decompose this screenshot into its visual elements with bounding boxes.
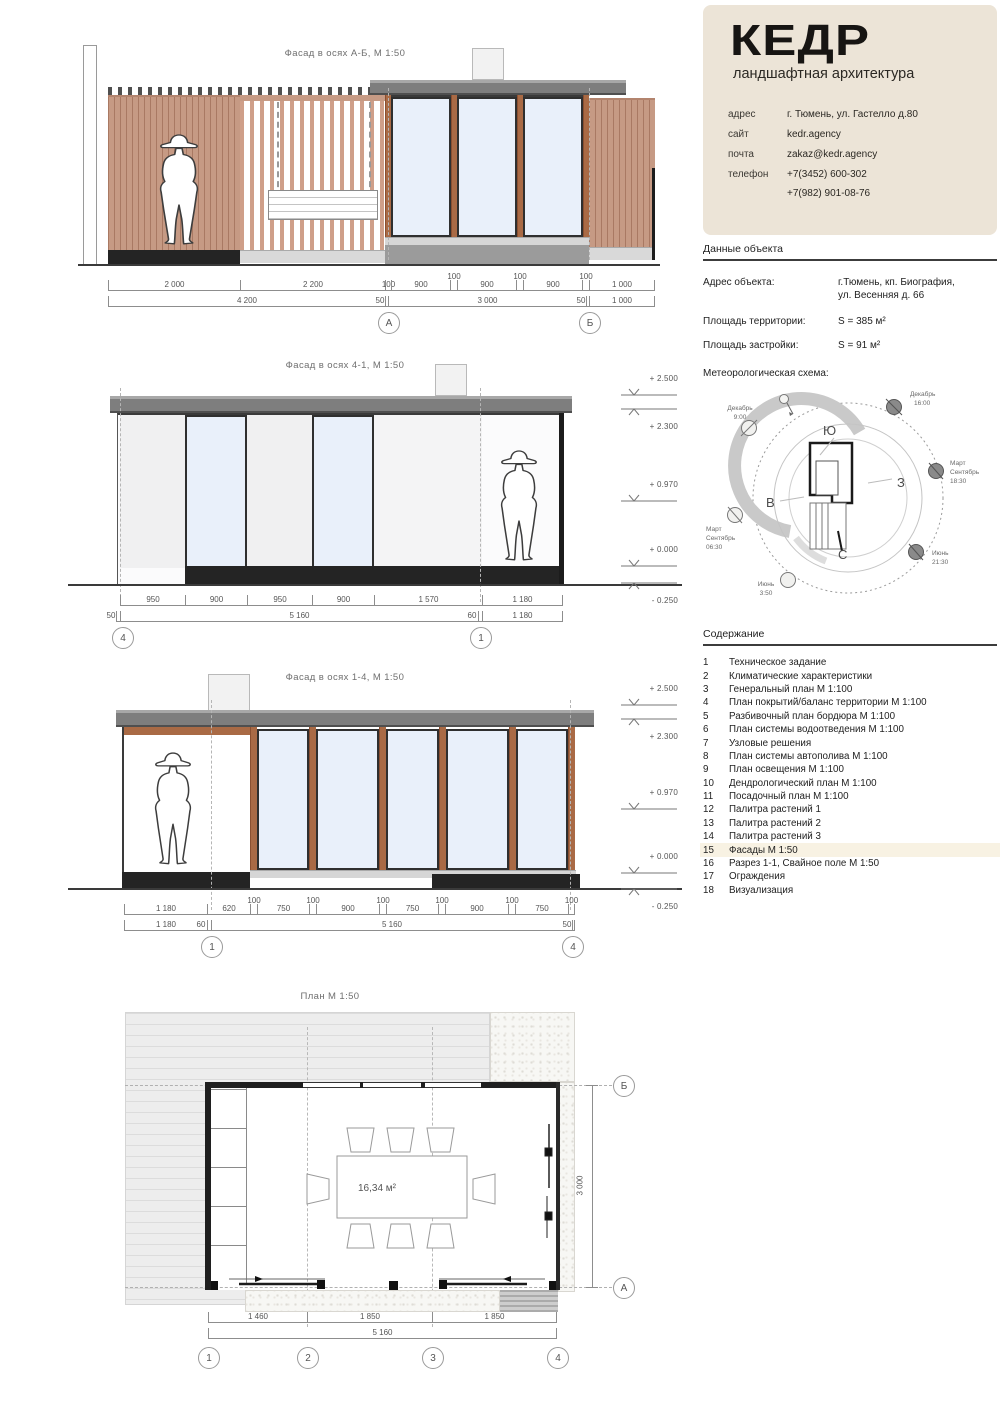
pergola-base	[240, 250, 385, 263]
elevation-mark: + 2.500	[620, 684, 678, 711]
wood-post	[509, 727, 516, 874]
toc-item: 18 Визуализация	[703, 884, 794, 896]
glass-panel	[185, 415, 247, 568]
room-area-label: 16,34 м²	[357, 1183, 397, 1194]
ground-line	[68, 584, 682, 586]
dim-row-1: 950 900 950 900 1 570 1 180	[120, 595, 563, 606]
pergola-swing-section	[240, 95, 385, 250]
fence-caps	[108, 87, 385, 95]
sun-mar-morning	[706, 507, 743, 551]
base-band	[385, 245, 589, 265]
glass-panel	[257, 729, 309, 870]
stone-path	[490, 1012, 575, 1082]
meteo-label: Метеорологическая схема:	[703, 368, 829, 379]
dim-row-1: 1 180 620 100 750 100 900 100 750 100 900 100 750 100	[124, 904, 575, 915]
toc-item: 7 Узловые решения	[703, 737, 812, 749]
object-address-line1: г.Тюмень, кп. Биография,	[838, 277, 955, 288]
contact-phone-2: +7(982) 901-08-76	[787, 188, 871, 199]
toc-item: 11 Посадочный план М 1:100	[703, 791, 849, 803]
axis-line-4	[570, 700, 571, 910]
ground-beam	[432, 874, 580, 888]
wall-edge	[559, 413, 564, 585]
wood-beam	[122, 727, 252, 735]
glass-panel	[523, 97, 583, 237]
axis-bubble-1: 1	[198, 1347, 220, 1369]
contact-email: zakaz@kedr.agency	[787, 149, 878, 160]
fence-base	[589, 247, 655, 260]
cardinal-west-mark: В	[766, 495, 775, 510]
wall-edge-left	[122, 727, 124, 874]
axis-bubble-4: 4	[112, 627, 134, 649]
ground-line	[68, 888, 682, 890]
divider	[703, 259, 997, 261]
svg-text:21:30: 21:30	[932, 559, 949, 566]
toc-item: 17 Ограждения	[703, 871, 785, 883]
svg-text:Март: Март	[706, 526, 722, 533]
object-address-line2: ул. Весенняя д. 66	[838, 290, 925, 301]
svg-text:Март: Март	[950, 460, 966, 467]
wood-post	[309, 727, 316, 874]
table	[337, 1156, 467, 1218]
glass-panel	[457, 97, 517, 237]
contact-label-phone: телефон	[728, 169, 769, 180]
elevation-mark: + 2.300	[620, 404, 678, 431]
axis-bubble-b: Б	[579, 312, 601, 334]
dim-row-1: 1 460 1 850 1 850	[208, 1312, 557, 1323]
person-silhouette	[138, 750, 208, 872]
object-data-heading: Данные объекта	[703, 243, 784, 255]
stone-strip	[245, 1290, 500, 1312]
sun-mar-evening	[929, 460, 980, 485]
swing-chain	[369, 102, 371, 197]
dim-row-2: 50 5 160 60 1 180	[116, 611, 563, 622]
wood-post	[379, 727, 386, 874]
territory-value: S = 385 м²	[838, 316, 886, 327]
toc-item: 1 Техническое задание	[703, 657, 827, 669]
axis-line-b	[589, 88, 590, 260]
axis-bubble-4: 4	[562, 936, 584, 958]
contact-address: г. Тюмень, ул. Гастелло д.80	[787, 109, 918, 120]
roof	[110, 396, 572, 413]
axis-line-1	[211, 700, 212, 910]
toc-item: 13 Палитра растений 2	[703, 817, 821, 829]
contact-label-email: почта	[728, 149, 754, 160]
chimney	[435, 364, 467, 396]
footprint	[810, 443, 852, 551]
divider	[703, 644, 997, 646]
dim-row-2: 5 160	[208, 1328, 557, 1339]
axis-line-1	[480, 388, 481, 602]
axis-bubble-2: 2	[297, 1347, 319, 1369]
furniture	[211, 1088, 556, 1294]
tick	[586, 1287, 598, 1288]
toc-item: 12 Палитра растений 1	[703, 804, 821, 816]
glass-panel	[516, 729, 568, 870]
glass-panel	[386, 729, 439, 870]
cardinal-north: С	[838, 547, 848, 562]
sun-jun-morning	[758, 573, 796, 598]
roof	[116, 710, 594, 727]
wood-post	[250, 727, 257, 874]
svg-text:Июнь: Июнь	[932, 550, 949, 557]
sill	[385, 237, 589, 245]
facade-14	[60, 664, 700, 970]
elevation-mark: + 0.970	[620, 788, 678, 815]
glass-panel	[446, 729, 509, 870]
elevation-mark: + 0.000	[620, 852, 678, 879]
wood-strip	[500, 1290, 558, 1312]
swing-bench	[268, 190, 378, 220]
plan-title: План М 1:50	[300, 991, 360, 1002]
sun-dec-evening	[886, 390, 936, 415]
dim-row-2: 1 180 60 5 160 50	[124, 920, 575, 931]
person-silhouette	[142, 132, 216, 252]
axis-bubble-4: 4	[547, 1347, 569, 1369]
glass-panel	[312, 415, 374, 568]
panel-light-wide	[374, 415, 482, 568]
vertical-dim-label: 3 000	[575, 1175, 585, 1196]
toc-item: 2 Климатические характеристики	[703, 670, 873, 682]
plan	[100, 985, 680, 1414]
toc-item: 14 Палитра растений 3	[703, 831, 821, 843]
sun-path-diagram	[700, 383, 1000, 623]
stone-path-side	[558, 1082, 575, 1292]
tick	[586, 1085, 598, 1086]
toc-item: 16 Разрез 1-1, Свайное поле М 1:50	[703, 858, 880, 870]
glass-panel	[391, 97, 451, 237]
contact-label-address: адрес	[728, 109, 756, 120]
svg-text:Июнь: Июнь	[757, 581, 775, 588]
cardinal-south: Ю	[823, 423, 837, 438]
elevation-mark: - 0.250	[620, 884, 678, 911]
pole	[83, 45, 97, 265]
facade-41	[60, 352, 700, 658]
table-of-contents	[703, 656, 1000, 897]
toc-item: 8 План системы автополива М 1:100	[703, 750, 888, 762]
axis-bubble-a: А	[378, 312, 400, 334]
dim-row-1: 2 000 2 200 100 900 100 900 100 900 100 1 000	[108, 280, 655, 291]
axis-bubble-b: Б	[613, 1075, 635, 1097]
svg-text:16:00: 16:00	[914, 400, 931, 407]
glass-panel	[316, 729, 379, 870]
elevation-mark: - 0.250	[620, 578, 678, 605]
toc-heading: Содержание	[703, 628, 765, 640]
person-silhouette	[484, 448, 554, 568]
ground-line	[78, 264, 660, 266]
roof	[370, 80, 626, 95]
axis-bubble-3: 3	[422, 1347, 444, 1369]
toc-item-current: 15 Фасады М 1:50	[700, 843, 1000, 856]
facade-ab-title: Фасад в осях А-Б, М 1:50	[284, 48, 406, 59]
axis-line-4	[120, 388, 121, 602]
elevation-mark: + 0.000	[620, 545, 678, 572]
toc-item: 9 План освещения М 1:100	[703, 764, 844, 776]
fence-section-right	[589, 98, 655, 247]
cardinal-east-mark: З	[897, 475, 905, 490]
plinth	[122, 872, 250, 888]
svg-text:Декабрь: Декабрь	[910, 391, 936, 398]
axis-line-a	[388, 88, 389, 260]
sun-marker-top	[780, 395, 789, 404]
svg-text:Декабрь: Декабрь	[727, 405, 753, 412]
object-address-label: Адрес объекта:	[703, 277, 775, 288]
svg-text:3:50: 3:50	[759, 590, 773, 597]
toc-item: 4 План покрытий/баланс территории М 1:100	[703, 697, 927, 709]
fence-edge	[652, 168, 655, 260]
facade-41-title: Фасад в осях 4-1, М 1:50	[285, 360, 405, 371]
contact-phone-1: +7(3452) 600-302	[787, 169, 867, 180]
logo-tagline: ландшафтная архитектура	[733, 66, 915, 82]
wall-right	[556, 1082, 560, 1290]
vertical-dim-line	[592, 1085, 593, 1287]
axis-bubble-a: А	[613, 1277, 635, 1299]
wood-post	[439, 727, 446, 874]
dim-row-2: 4 200 50 3 000 50 1 000	[108, 296, 655, 307]
svg-text:9:00: 9:00	[733, 414, 747, 421]
chimney	[472, 48, 504, 80]
territory-label: Площадь территории:	[703, 316, 806, 327]
axis-bubble-1: 1	[201, 936, 223, 958]
toc-item: 3 Генеральный план М 1:100	[703, 683, 853, 695]
logo-kedr: КЕДР	[730, 16, 871, 65]
contact-site: kedr.agency	[787, 129, 841, 140]
facade-14-title: Фасад в осях 1-4, М 1:50	[285, 672, 405, 683]
toc-item: 6 План системы водоотведения М 1:100	[703, 724, 904, 736]
chimney	[208, 674, 250, 714]
plinth	[108, 250, 240, 265]
toc-item: 10 Дендрологический план М 1:100	[703, 777, 877, 789]
built-area-label: Площадь застройки:	[703, 340, 799, 351]
svg-text:06:30: 06:30	[706, 544, 723, 551]
toc-item: 5 Разбивочный план бордюра М 1:100	[703, 710, 896, 722]
contact-label-site: сайт	[728, 129, 749, 140]
facade-ab	[60, 40, 700, 352]
elevation-mark: + 2.500	[620, 374, 678, 401]
panel-light	[247, 415, 312, 568]
elevation-mark: + 0.970	[620, 480, 678, 507]
elevation-mark: + 2.300	[620, 714, 678, 741]
axis-bubble-1: 1	[470, 627, 492, 649]
svg-text:Сентябрь: Сентябрь	[950, 469, 980, 476]
built-area-value: S = 91 м²	[838, 340, 881, 351]
panel-light	[120, 415, 185, 568]
plinth	[185, 566, 564, 585]
svg-text:18:30: 18:30	[950, 478, 967, 485]
swing-chain	[277, 102, 279, 197]
svg-text:Сентябрь: Сентябрь	[706, 535, 736, 542]
